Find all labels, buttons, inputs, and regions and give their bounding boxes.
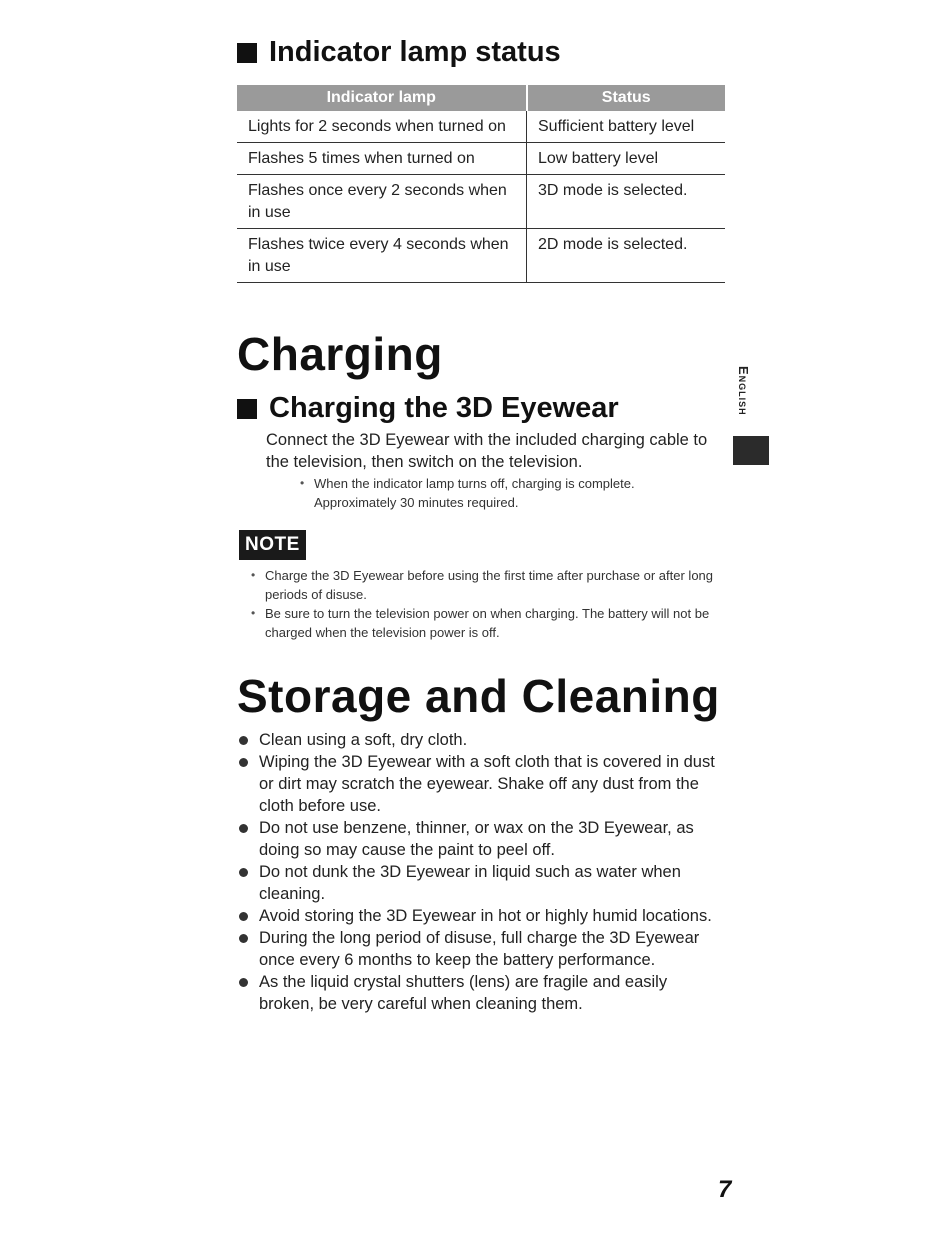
bullet-dot-icon <box>239 736 248 745</box>
table-cell-lamp: Flashes 5 times when turned on <box>237 143 527 175</box>
indicator-table-wrap <box>237 85 725 283</box>
bullet-dot-icon <box>239 912 248 921</box>
table-header-row <box>237 85 725 111</box>
table-cell-lamp: Flashes once every 2 seconds when in use <box>237 175 527 229</box>
list-item <box>239 861 719 905</box>
charging-subheading <box>237 392 619 425</box>
bullet-dot-icon: • <box>251 606 256 620</box>
list-item <box>239 729 719 751</box>
list-item <box>239 905 719 927</box>
storage-item-text: Do not use benzene, thinner, or wax on the 3D Eyewear, as doing so may cause the paint to peel off. <box>259 819 694 859</box>
storage-item-text: Do not dunk the 3D Eyewear in liquid such as water when cleaning. <box>259 863 681 903</box>
list-item <box>251 566 731 604</box>
storage-item-text: Avoid storing the 3D Eyewear in hot or highly humid locations. <box>259 907 712 925</box>
side-tab-label: English <box>736 366 751 416</box>
table-header-status: Status <box>527 85 726 111</box>
table-cell-status: 3D mode is selected. <box>527 175 726 229</box>
list-item <box>239 971 719 1015</box>
indicator-section-heading <box>237 36 561 69</box>
table-row <box>237 175 725 229</box>
note-item-text: Be sure to turn the television power on when charging. The battery will not be charged when the television power is off. <box>265 606 710 640</box>
bullet-dot-icon <box>239 824 248 833</box>
storage-title: Storage and Cleaning <box>237 670 720 722</box>
square-bullet-icon <box>237 43 257 63</box>
charging-bullet-text: When the indicator lamp turns off, charging is complete. Approximately 30 minutes required. <box>314 476 635 510</box>
note-badge: NOTE <box>239 530 306 560</box>
list-item <box>251 604 731 642</box>
indicator-heading-text: Indicator lamp status <box>269 36 561 68</box>
list-item <box>239 751 719 817</box>
list-item <box>239 927 719 971</box>
bullet-dot-icon <box>239 934 248 943</box>
table-cell-lamp: Flashes twice every 4 seconds when in use <box>237 229 527 283</box>
table-row <box>237 143 725 175</box>
side-tab-marker <box>733 436 769 465</box>
storage-list <box>239 729 719 1015</box>
bullet-dot-icon <box>239 978 248 987</box>
table-cell-lamp: Lights for 2 seconds when turned on <box>237 111 527 143</box>
storage-item-text: As the liquid crystal shutters (lens) are fragile and easily broken, be very careful when cleaning them. <box>259 973 668 1013</box>
table-cell-status: Sufficient battery level <box>527 111 726 143</box>
charging-subheading-text: Charging the 3D Eyewear <box>269 392 619 424</box>
bullet-dot-icon: • <box>251 568 256 582</box>
bullet-dot-icon: • <box>300 476 305 490</box>
charging-body: Connect the 3D Eyewear with the included charging cable to the television, then switch on the television. <box>266 431 708 471</box>
list-item <box>239 817 719 861</box>
note-list <box>251 566 731 642</box>
table-header-indicator: Indicator lamp <box>237 85 527 111</box>
list-item <box>300 474 700 512</box>
square-bullet-icon <box>237 399 257 419</box>
indicator-table <box>237 85 725 283</box>
page-number: 7 <box>718 1176 732 1203</box>
table-cell-status: Low battery level <box>527 143 726 175</box>
charging-bullet <box>300 474 700 512</box>
storage-item-text: During the long period of disuse, full charge the 3D Eyewear once every 6 months to keep the battery performance. <box>259 929 700 969</box>
note-item-text: Charge the 3D Eyewear before using the first time after purchase or after long periods of disuse. <box>265 568 714 602</box>
table-cell-status: 2D mode is selected. <box>527 229 726 283</box>
charging-title: Charging <box>237 328 443 380</box>
bullet-dot-icon <box>239 868 248 877</box>
storage-item-text: Clean using a soft, dry cloth. <box>259 731 468 749</box>
table-row <box>237 229 725 283</box>
storage-item-text: Wiping the 3D Eyewear with a soft cloth that is covered in dust or dirt may scratch the eyewear. Shake off any dust from the cloth before use. <box>259 753 715 815</box>
table-row <box>237 111 725 143</box>
bullet-dot-icon <box>239 758 248 767</box>
